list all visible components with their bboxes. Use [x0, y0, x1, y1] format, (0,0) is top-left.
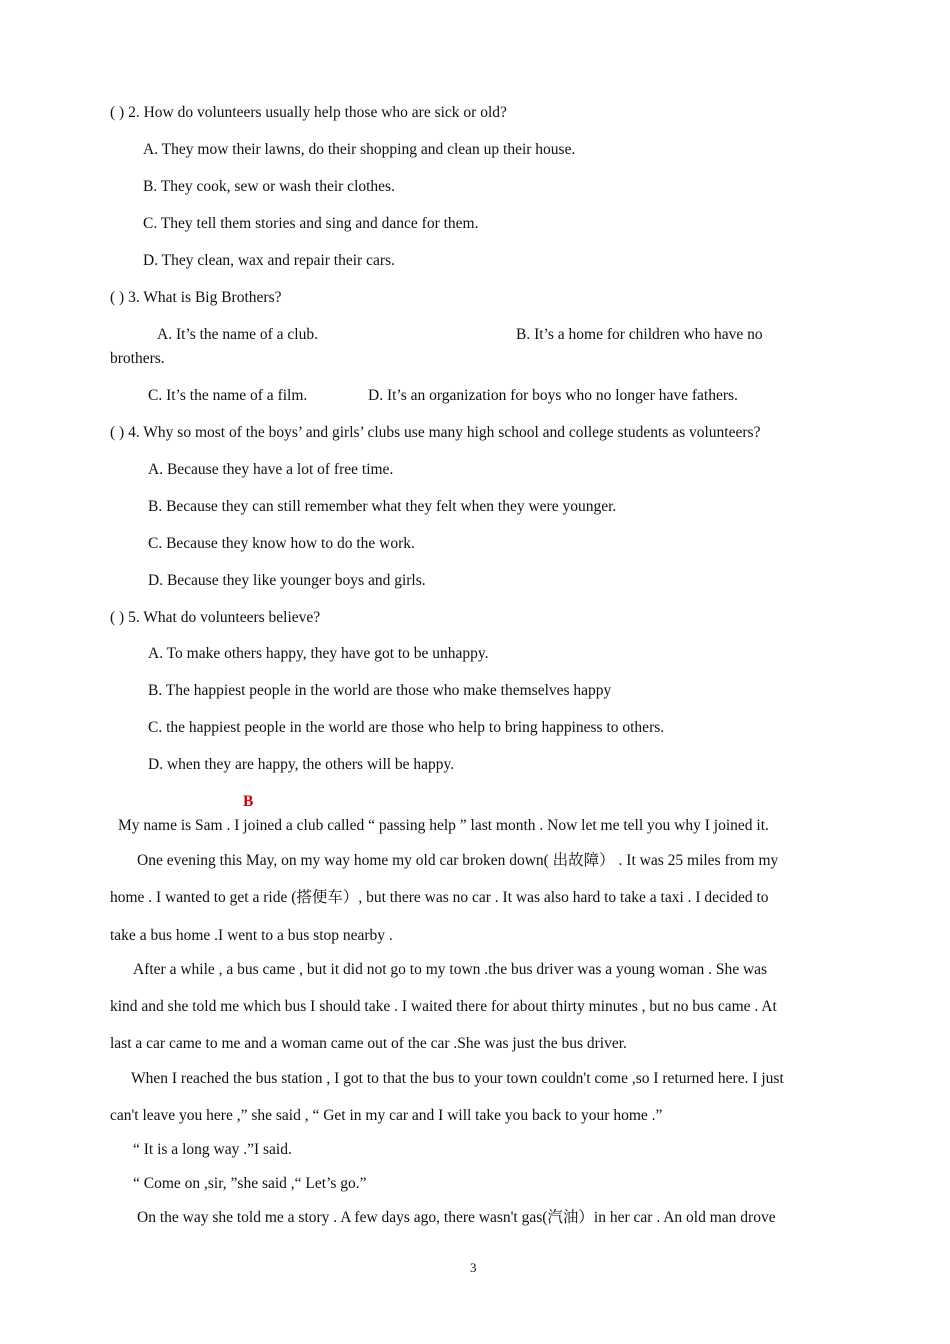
q3-option-b-continued: brothers. [110, 350, 165, 367]
q3-option-b: B. It’s a home for children who have no [516, 326, 763, 343]
q5-option-d: D. when they are happy, the others will be happy. [148, 756, 455, 773]
passage-line: last a car came to me and a woman came out of the car .She was just the bus driver. [110, 1035, 627, 1052]
passage-line: One evening this May, on my way home my old car broken down( 出故障） . It was 25 miles from my [137, 852, 779, 869]
question-3: ( ) 3. What is Big Brothers? [110, 289, 282, 306]
q4-option-d: D. Because they like younger boys and girls. [148, 572, 426, 589]
question-4: ( ) 4. Why so most of the boys’ and girls’ clubs use many high school and college students as volunteers? [110, 424, 761, 441]
q5-option-c: C. the happiest people in the world are those who help to bring happiness to others. [148, 719, 665, 736]
passage-line: take a bus home .I went to a bus stop nearby . [110, 927, 393, 944]
q5-option-b: B. The happiest people in the world are those who make themselves happy [148, 682, 612, 699]
q2-option-b: B. They cook, sew or wash their clothes. [143, 178, 395, 195]
passage-line: “ It is a long way .”I said. [133, 1141, 292, 1158]
passage-line: On the way she told me a story . A few days ago, there wasn't gas(汽油）in her car . An old man drove [137, 1209, 776, 1226]
passage-line: home . I wanted to get a ride (搭便车）, but there was no car . It was also hard to take a taxi . I decided to [110, 889, 769, 906]
question-2: ( ) 2. How do volunteers usually help those who are sick or old? [110, 104, 507, 121]
question-5: ( ) 5. What do volunteers believe? [110, 609, 321, 626]
q2-option-d: D. They clean, wax and repair their cars. [143, 252, 395, 269]
passage-line: When I reached the bus station , I got to that the bus to your town couldn't come ,so I returned here. I just [131, 1070, 784, 1087]
passage-line: can't leave you here ,” she said , “ Get in my car and I will take you back to your home .” [110, 1107, 663, 1124]
passage-line: “ Come on ,sir, ”she said ,“ Let’s go.” [133, 1175, 367, 1192]
passage-line: kind and she told me which bus I should take . I waited there for about thirty minutes , but no bus came . At [110, 998, 777, 1015]
page-number: 3 [470, 1260, 477, 1275]
q2-option-c: C. They tell them stories and sing and dance for them. [143, 215, 479, 232]
q3-option-d: D. It’s an organization for boys who no longer have fathers. [368, 387, 738, 404]
q4-option-a: A. Because they have a lot of free time. [148, 461, 394, 478]
q3-option-a: A. It’s the name of a club. [157, 326, 318, 343]
passage-line: My name is Sam . I joined a club called “ passing help ” last month . Now let me tell you why I joined it. [118, 817, 769, 834]
q4-option-c: C. Because they know how to do the work. [148, 535, 415, 552]
q4-option-b: B. Because they can still remember what they felt when they were younger. [148, 498, 617, 515]
passage-line: After a while , a bus came , but it did not go to my town .the bus driver was a young woman . She was [133, 961, 768, 978]
q2-option-a: A. They mow their lawns, do their shopping and clean up their house. [143, 141, 576, 158]
section-b-heading: B [243, 793, 254, 810]
q5-option-a: A. To make others happy, they have got to be unhappy. [148, 645, 489, 662]
q3-option-c: C. It’s the name of a film. [148, 387, 308, 404]
